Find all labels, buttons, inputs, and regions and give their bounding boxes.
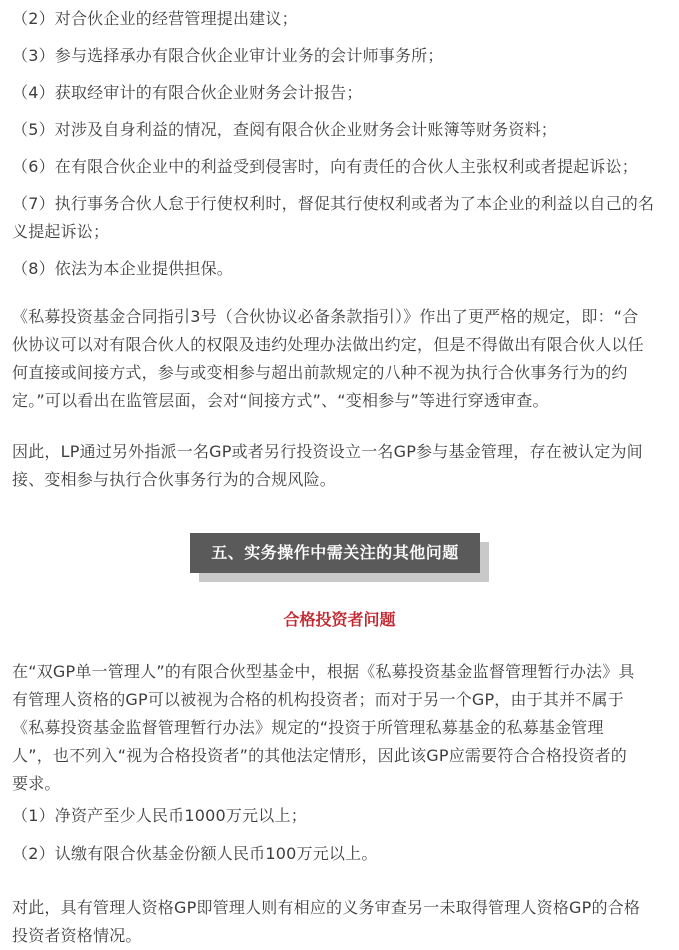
paragraph-conclusion: 对此，具有管理人资格GP即管理人则有相应的义务审查另一未取得管理人资格GP的合格 投资者资格情况。	[12, 898, 641, 945]
partner-right-item-2: （2）对合伙企业的经营管理提出建议；	[12, 9, 298, 28]
subheading-qualified-investor: 合格投资者问题	[283, 610, 396, 629]
partner-right-item-8: （8）依法为本企业提供担保。	[12, 259, 233, 278]
paragraph-guideline: 《私募投资基金合同指引3号（合伙协议必备条款指引）》作出了更严格的规定，即：“合 伙协议可以对有限合伙人的权限及违约处理办法做出约定，但是不得做出有限合伙人以任 何直接或间接方式，参与或变相参与超出前款规定的八种不视为执行合伙事务行为的约 定。”可以看出在监管层面，会对“间接方式”、“变相参与”等进行穿透审查。	[12, 307, 644, 410]
paragraph-qualified-investor: 在“双GP单一管理人”的有限合伙型基金中，根据《私募投资基金监督管理暂行办法》具 有管理人资格的GP可以被视为合格的机构投资者；而对于另一个GP，由于其并不属于 《私募投资基金监督管理暂行办法》规定的“投资于所管理私募基金的私募基金管理 人”，也不列入“视为合格投资者”的其他法定情形，因此该GP应需要符合合格投资者的 要求。	[12, 662, 635, 793]
paragraph-compliance-risk: 因此，LP通过另外指派一名GP或者另行投资设立一名GP参与基金管理，存在被认定为间 接、变相参与执行合伙事务行为的合规风险。	[12, 442, 643, 489]
section-banner	[190, 533, 480, 573]
partner-right-item-6: （6）在有限合伙企业中的利益受到侵害时，向有责任的合伙人主张权利或者提起诉讼；	[12, 157, 638, 176]
investor-requirement-1: （1）净资产至少人民币1000万元以上；	[12, 806, 307, 825]
investor-requirement-2: （2）认缴有限合伙基金份额人民币100万元以上。	[12, 844, 378, 863]
partner-right-item-5: （5）对涉及自身利益的情况，查阅有限合伙企业财务会计账簿等财务资料；	[12, 120, 557, 139]
partner-right-item-4: （4）获取经审计的有限合伙企业财务会计报告；	[12, 83, 363, 102]
partner-right-item-7: （7）执行事务合伙人怠于行使权利时，督促其行使权利或者为了本企业的利益以自己的名 义提起诉讼；	[12, 194, 655, 241]
section-title: 五、实务操作中需关注的其他问题	[190, 533, 480, 573]
partner-right-item-3: （3）参与选择承办有限合伙企业审计业务的会计师事务所；	[12, 46, 444, 65]
